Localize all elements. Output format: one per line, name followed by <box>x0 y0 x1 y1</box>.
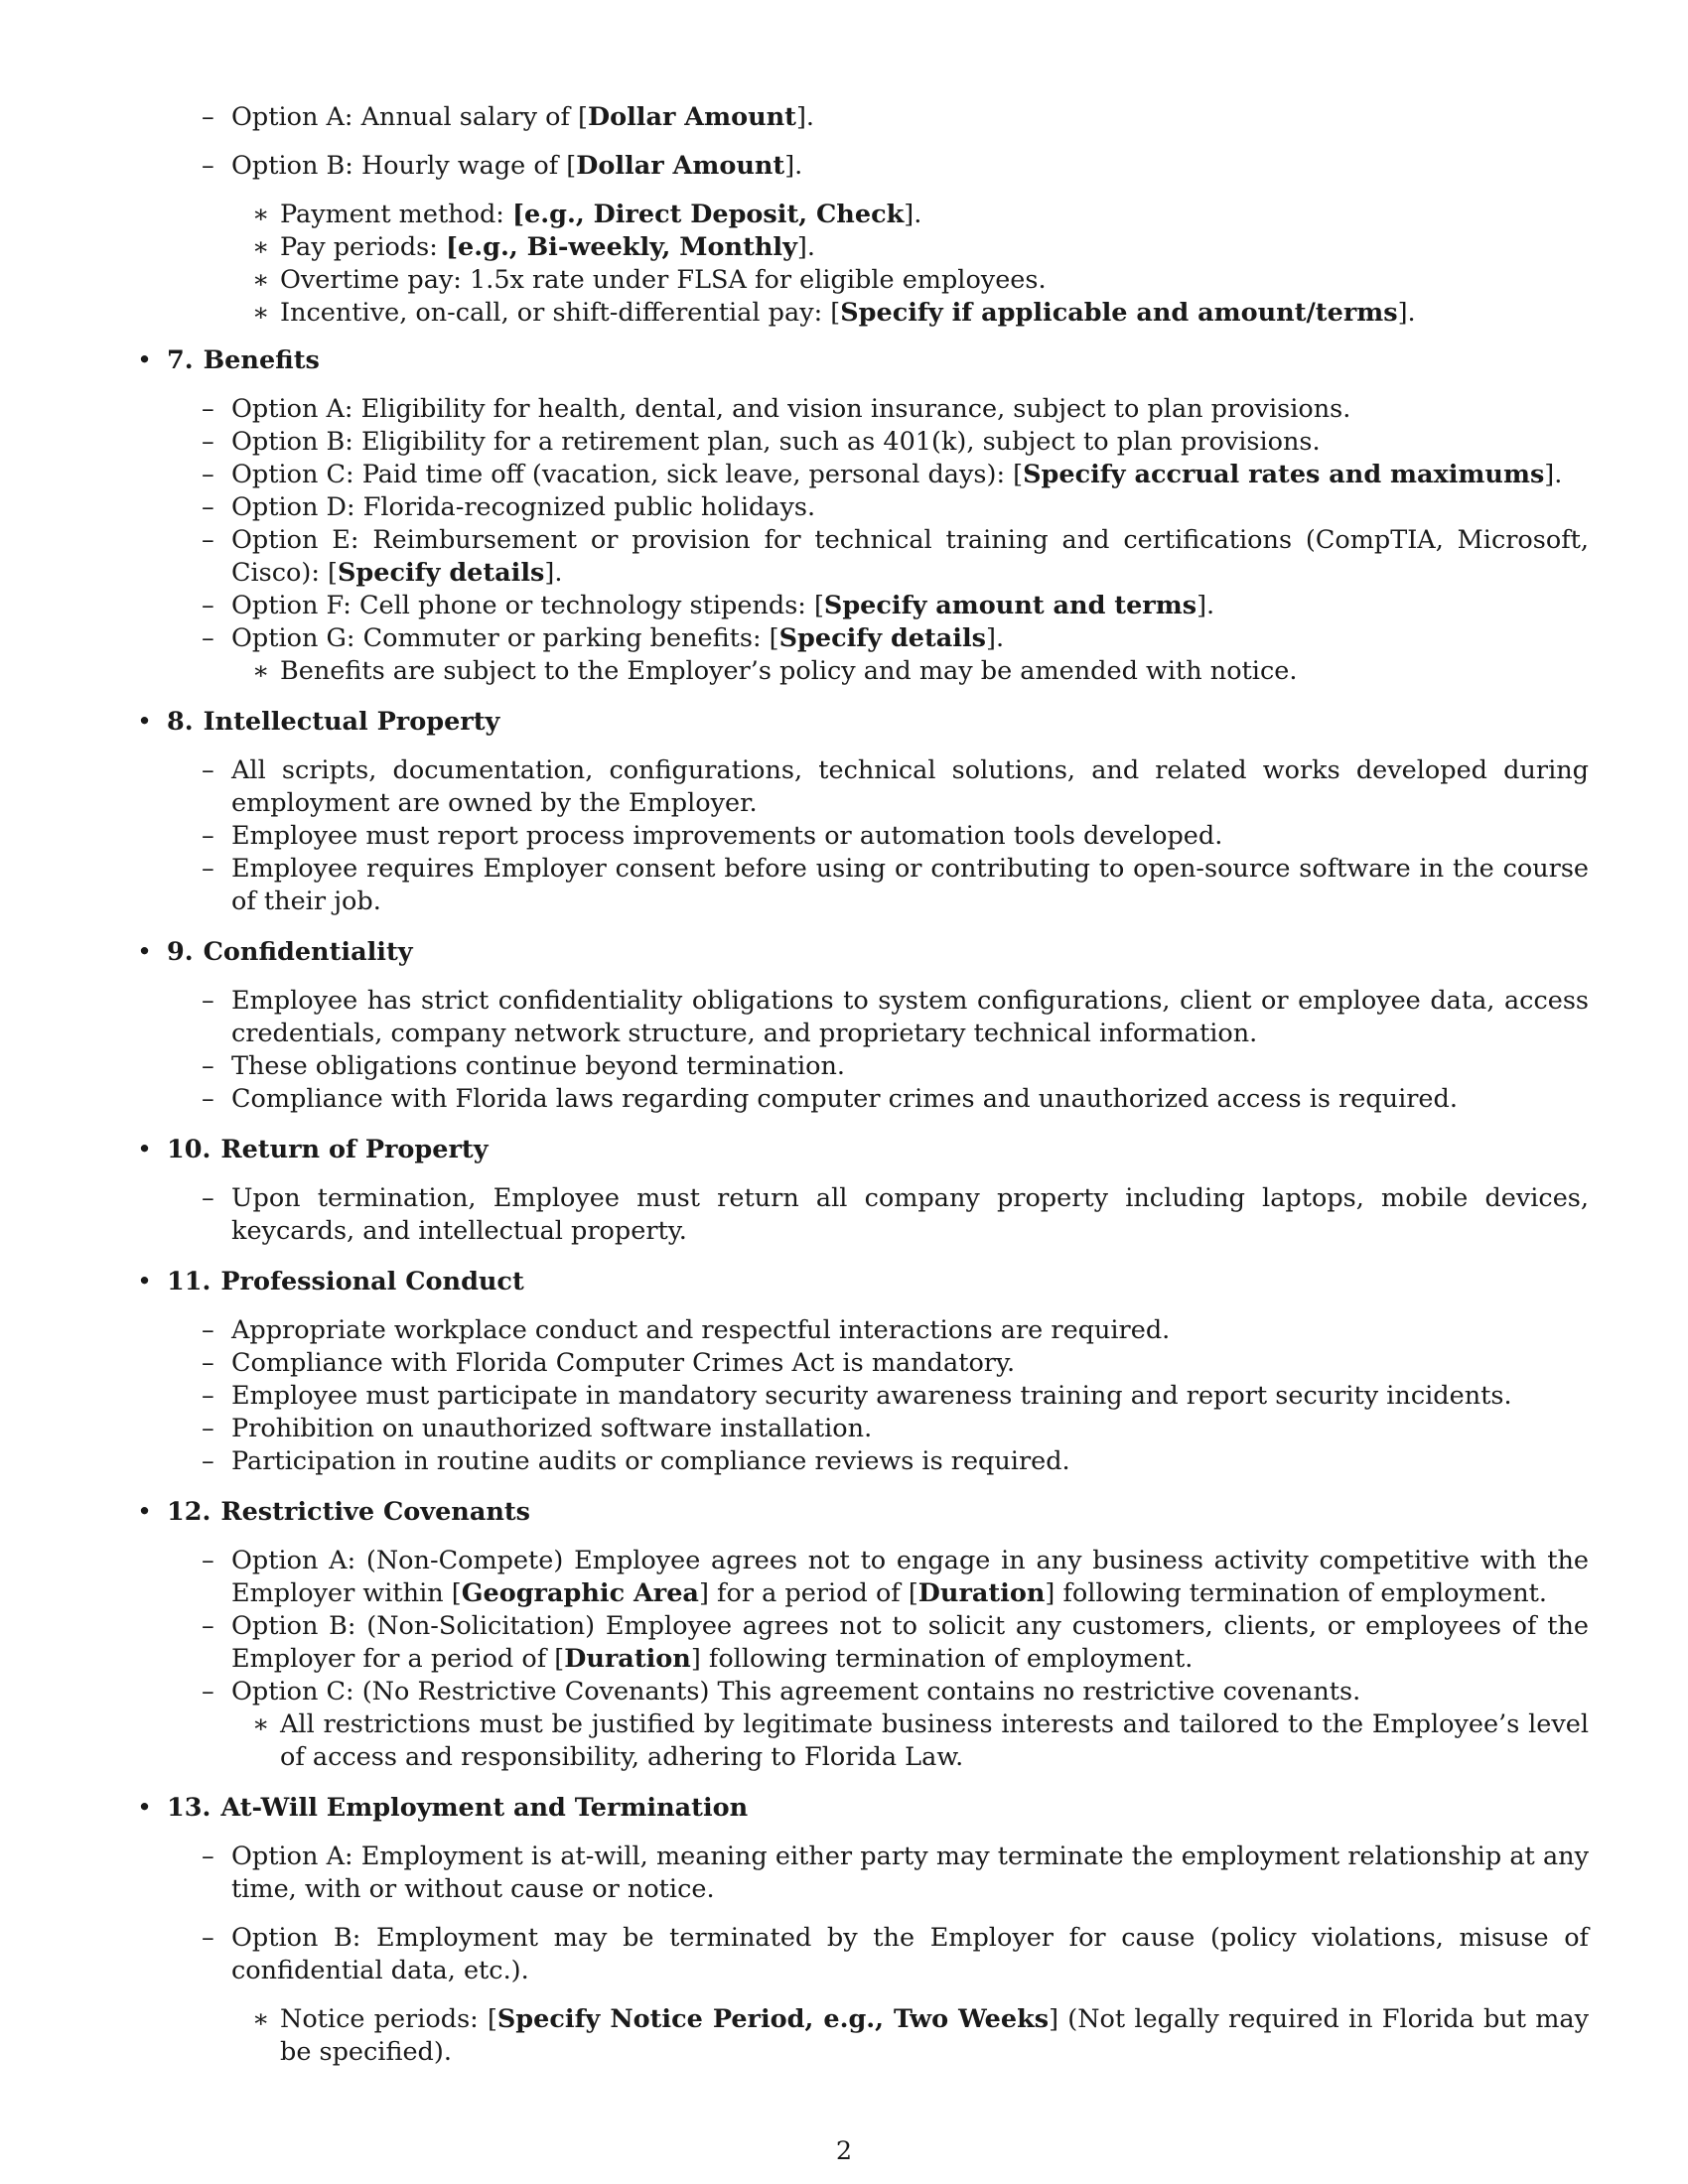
item-text-end: ]. <box>1397 298 1416 328</box>
dash-bullet: – <box>202 492 214 522</box>
dash-bullet: – <box>202 525 214 555</box>
item-text-end: ] following termination of employment. <box>690 1644 1194 1674</box>
benefit-note <box>252 655 1589 688</box>
star-bullet: ∗ <box>252 2004 270 2034</box>
item-text: Payment method: <box>280 200 512 229</box>
notice-period-note <box>252 2003 1589 2069</box>
conduct-item-training <box>202 1380 1589 1413</box>
star-bullet: ∗ <box>252 265 270 295</box>
dash-bullet: – <box>202 1348 214 1378</box>
dash-bullet: – <box>202 1923 214 1953</box>
dash-bullet: – <box>202 1381 214 1411</box>
star-bullet: ∗ <box>252 200 270 229</box>
benefit-option-e <box>202 524 1589 590</box>
covenant-option-b <box>202 1610 1589 1676</box>
placeholder-text: Specify amount and terms <box>823 591 1197 620</box>
benefit-option-g <box>202 622 1589 688</box>
benefit-option-b <box>202 426 1589 459</box>
section-items <box>167 1182 1589 1248</box>
conduct-item-workplace <box>202 1314 1589 1347</box>
compensation-options <box>202 101 1589 183</box>
section-heading <box>167 1134 1589 1166</box>
compensation-option-b <box>202 150 1589 183</box>
section-items <box>167 1545 1589 1774</box>
dash-bullet: – <box>202 1315 214 1345</box>
item-text-end: ]. <box>1544 460 1563 489</box>
benefit-option-f <box>202 590 1589 622</box>
item-text: Option A: Eligibility for health, dental, and vision insurance, subject to plan provisions. <box>231 394 1351 424</box>
section-number: 8. <box>167 707 194 737</box>
item-text-end: ]. <box>1196 591 1215 620</box>
section-number: 10. <box>167 1135 211 1164</box>
payment-method-item <box>252 199 1589 231</box>
covenant-option-c <box>202 1676 1589 1774</box>
section-number: 11. <box>167 1267 211 1297</box>
section-heading <box>167 1496 1589 1529</box>
item-text: Employee requires Employer consent before using or contributing to open-source software in the course of their job. <box>231 854 1589 916</box>
placeholder-text: Geographic Area <box>461 1578 699 1608</box>
section-professional-conduct <box>137 1266 1589 1478</box>
dash-bullet: – <box>202 1414 214 1443</box>
item-text: Option F: Cell phone or technology stipends: [ <box>231 591 824 620</box>
item-text: Participation in routine audits or compliance reviews is required. <box>231 1446 1070 1476</box>
section-title: Professional Conduct <box>220 1267 524 1297</box>
star-bullet: ∗ <box>252 298 270 328</box>
ip-item-open-source <box>202 853 1589 918</box>
benefit-option-d <box>202 491 1589 524</box>
termination-option-a <box>202 1841 1589 1906</box>
dash-bullet: – <box>202 1084 214 1114</box>
item-text-mid: ] for a period of [ <box>698 1578 918 1608</box>
dash-bullet: – <box>202 623 214 653</box>
dash-bullet: – <box>202 427 214 457</box>
dash-bullet: – <box>202 102 214 132</box>
item-text: Appropriate workplace conduct and respectful interactions are required. <box>231 1315 1171 1345</box>
section-title: Intellectual Property <box>203 707 500 737</box>
section-benefits <box>137 344 1589 688</box>
dash-bullet: – <box>202 1842 214 1871</box>
item-text: Option A: Employment is at-will, meaning either party may terminate the employment relationship at any time, with or without cause or notice. <box>231 1842 1589 1904</box>
conduct-item-audits <box>202 1445 1589 1478</box>
item-text: Option B: (Non-Solicitation) Employee agrees not to solicit any customers, clients, or employees of the Employer for a period of [ <box>231 1611 1589 1674</box>
item-text: Pay periods: <box>280 232 446 262</box>
dash-bullet: – <box>202 1546 214 1575</box>
section-number: 9. <box>167 937 194 967</box>
confidentiality-duration <box>202 1050 1589 1083</box>
incentive-pay-item <box>252 297 1589 330</box>
item-text: Option C: (No Restrictive Covenants) This agreement contains no restrictive covenants. <box>231 1677 1361 1706</box>
section-number: 7. <box>167 345 194 375</box>
section-bullet: • <box>137 1497 153 1527</box>
section-title: Confidentiality <box>203 937 413 967</box>
section-bullet: • <box>137 345 153 375</box>
ip-item-ownership <box>202 754 1589 820</box>
ip-item-report <box>202 820 1589 853</box>
section-heading <box>167 1266 1589 1298</box>
section-title: Return of Property <box>220 1135 489 1164</box>
option-text: Option A: Annual salary of [ <box>231 102 588 132</box>
item-text-end: ] following termination of employment. <box>1045 1578 1547 1608</box>
section-items <box>167 1314 1589 1478</box>
item-text: Employee must participate in mandatory security awareness training and report security incidents. <box>231 1381 1512 1411</box>
section-items <box>167 1841 1589 2069</box>
star-bullet: ∗ <box>252 1709 270 1739</box>
section-heading <box>167 1792 1589 1825</box>
dash-bullet: – <box>202 854 214 884</box>
item-text: Option C: Paid time off (vacation, sick leave, personal days): [ <box>231 460 1024 489</box>
covenant-option-a <box>202 1545 1589 1610</box>
item-text: Option B: Employment may be terminated by the Employer for cause (policy violations, misuse of confidential data, etc.). <box>231 1923 1589 1985</box>
placeholder-text: Specify accrual rates and maximums <box>1023 460 1545 489</box>
covenant-note <box>252 1708 1589 1774</box>
placeholder-text: Dollar Amount <box>587 102 796 132</box>
section-title: Benefits <box>203 345 320 375</box>
section-at-will-employment <box>137 1792 1589 2069</box>
item-text: Option B: Eligibility for a retirement plan, such as 401(k), subject to plan provisions. <box>231 427 1321 457</box>
termination-notes <box>231 2003 1589 2069</box>
dash-bullet: – <box>202 1051 214 1081</box>
pay-periods-item <box>252 231 1589 264</box>
item-text: Option A: (Non-Compete) Employee agrees not to engage in any business activity competitive with the Employer within [ <box>231 1546 1589 1608</box>
item-text: Option E: Reimbursement or provision for technical training and certifications (CompTIA, Microsoft, Cisco): [ <box>231 525 1589 588</box>
placeholder-text: Specify details <box>778 623 987 653</box>
section-heading <box>167 936 1589 969</box>
note-text: Notice periods: [ <box>280 2004 497 2034</box>
section-bullet: • <box>137 1267 153 1297</box>
conduct-item-compliance <box>202 1347 1589 1380</box>
return-property-item <box>202 1182 1589 1248</box>
placeholder-text: Duration <box>564 1644 691 1674</box>
item-text: Employee must report process improvements or automation tools developed. <box>231 821 1223 851</box>
benefit-notes <box>231 655 1589 688</box>
section-items <box>167 754 1589 918</box>
star-bullet: ∗ <box>252 232 270 262</box>
note-text-end: ] (Not legally required in Florida but may be specified). <box>280 2004 1589 2067</box>
section-title: At-Will Employment and Termination <box>220 1793 749 1823</box>
termination-option-b <box>202 1922 1589 2069</box>
placeholder-text: Dollar Amount <box>576 151 785 181</box>
section-number: 12. <box>167 1497 211 1527</box>
benefit-option-a <box>202 393 1589 426</box>
benefit-option-c <box>202 459 1589 491</box>
item-text: These obligations continue beyond termination. <box>231 1051 845 1081</box>
dash-bullet: – <box>202 755 214 785</box>
sections-container <box>137 344 1589 2069</box>
confidentiality-obligations <box>202 985 1589 1050</box>
placeholder-text: [e.g., Direct Deposit, Check <box>511 200 905 229</box>
page-number: 2 <box>835 2136 853 2166</box>
placeholder-text: Specify Notice Period, e.g., Two Weeks <box>496 2004 1050 2034</box>
placeholder-text: Specify if applicable and amount/terms <box>840 298 1398 328</box>
section-heading <box>167 344 1589 377</box>
dash-bullet: – <box>202 821 214 851</box>
item-text-end: ]. <box>986 623 1005 653</box>
option-text-end: ]. <box>784 151 803 181</box>
compensation-option-a <box>202 101 1589 134</box>
covenant-notes <box>231 1708 1589 1774</box>
overtime-pay-item <box>252 264 1589 297</box>
section-confidentiality <box>137 936 1589 1116</box>
dash-bullet: – <box>202 151 214 181</box>
item-text: Option D: Florida-recognized public holidays. <box>231 492 816 522</box>
conduct-item-software <box>202 1413 1589 1445</box>
item-text: Compliance with Florida Computer Crimes Act is mandatory. <box>231 1348 1016 1378</box>
section-title: Restrictive Covenants <box>220 1497 531 1527</box>
dash-bullet: – <box>202 460 214 489</box>
option-text: Option B: Hourly wage of [ <box>231 151 577 181</box>
item-text: Prohibition on unauthorized software installation. <box>231 1414 873 1443</box>
section-bullet: • <box>137 707 153 737</box>
dash-bullet: – <box>202 394 214 424</box>
item-text-end: ]. <box>904 200 922 229</box>
item-text: Incentive, on-call, or shift-differential pay: [ <box>280 298 841 328</box>
section-items <box>167 985 1589 1116</box>
section-restrictive-covenants <box>137 1496 1589 1774</box>
compensation-continuation <box>202 101 1589 330</box>
section-number: 13. <box>167 1793 211 1823</box>
placeholder-text: Duration <box>917 1578 1046 1608</box>
item-text-end: ]. <box>796 232 815 262</box>
section-return-of-property <box>137 1134 1589 1248</box>
dash-bullet: – <box>202 1183 214 1213</box>
section-items <box>167 393 1589 688</box>
section-bullet: • <box>137 937 153 967</box>
star-bullet: ∗ <box>252 656 270 686</box>
note-text: Benefits are subject to the Employer’s policy and may be amended with notice. <box>280 656 1298 686</box>
dash-bullet: – <box>202 1446 214 1476</box>
item-text: All scripts, documentation, configurations, technical solutions, and related works developed during employment are owned by the Employer. <box>231 755 1589 818</box>
item-text: Option G: Commuter or parking benefits: [ <box>231 623 779 653</box>
dash-bullet: – <box>202 591 214 620</box>
note-text: All restrictions must be justified by legitimate business interests and tailored to the Employee’s level of access and responsibility, adhering to Florida Law. <box>280 1709 1589 1772</box>
item-text-end: ]. <box>544 558 563 588</box>
item-text: Upon termination, Employee must return all company property including laptops, mobile devices, keycards, and intellectual property. <box>231 1183 1589 1246</box>
section-bullet: • <box>137 1793 153 1823</box>
item-text: Overtime pay: 1.5x rate under FLSA for eligible employees. <box>280 265 1047 295</box>
item-text: Employee has strict confidentiality obligations to system configurations, client or employee data, access credentials, company network structure, and proprietary technical information. <box>231 986 1589 1048</box>
dash-bullet: – <box>202 986 214 1016</box>
section-intellectual-property <box>137 706 1589 918</box>
option-text-end: ]. <box>795 102 814 132</box>
placeholder-text: [e.g., Bi-weekly, Monthly <box>445 232 797 262</box>
section-bullet: • <box>137 1135 153 1164</box>
dash-bullet: – <box>202 1611 214 1641</box>
section-heading <box>167 706 1589 739</box>
compensation-details <box>202 199 1589 330</box>
dash-bullet: – <box>202 1677 214 1706</box>
item-text: Compliance with Florida laws regarding computer crimes and unauthorized access is required. <box>231 1084 1458 1114</box>
placeholder-text: Specify details <box>337 558 545 588</box>
confidentiality-compliance <box>202 1083 1589 1116</box>
